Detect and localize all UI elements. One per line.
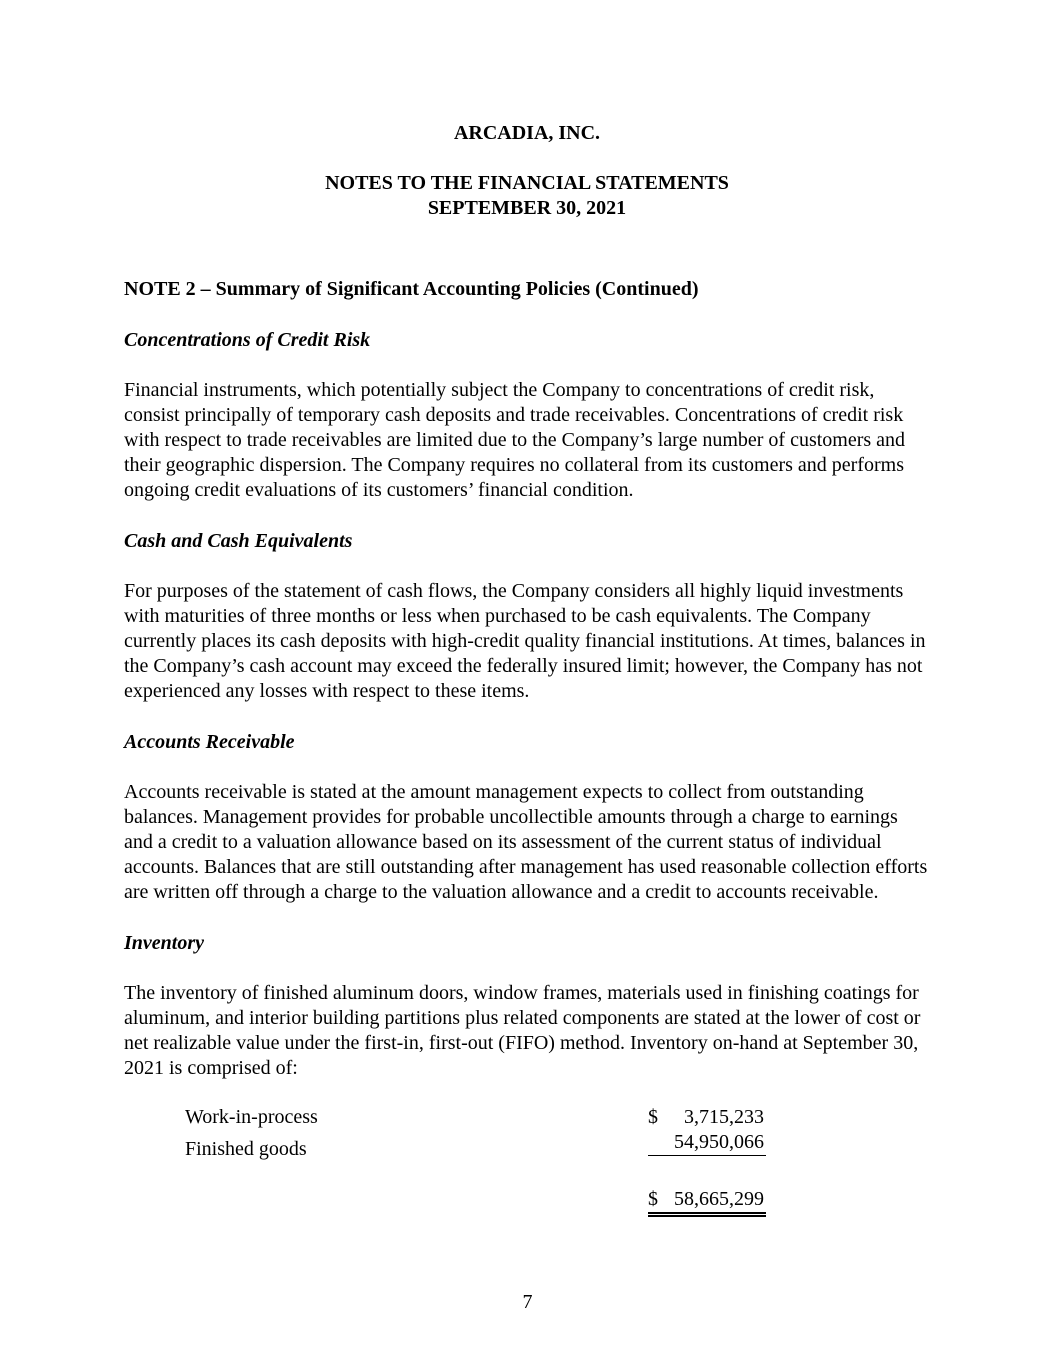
note-heading: NOTE 2 – Summary of Significant Accounting Policies (Continued) [124,278,699,300]
page-number: 7 [522,1291,533,1313]
amount-value: 58,665,299 [674,1188,764,1210]
section-body-credit-risk: Financial instruments, which potentially subject the Company to concentrations of credit risk, consist principally of temporary cash deposits and trade receivables. Concentrations of credit risk with respect to trade receivables are limited due to the Company’s large number of customers and their geographic dispersion. The Company requires no collateral from its customers and performs ongoing credit evaluations of its customers’ financial condition. [124,379,906,501]
section-heading-inventory: Inventory [124,932,204,954]
section-credit-risk [124,328,930,503]
section-accounts-receivable [124,730,930,905]
row-label: Work-in-process [185,1106,318,1128]
document-date: SEPTEMBER 30, 2021 [427,197,627,219]
company-name: ARCADIA, INC. [453,122,601,144]
table-row-finished-goods [124,1130,930,1162]
inventory-table [124,1105,930,1217]
table-row-work-in-process [124,1105,930,1130]
amount-value: 54,950,066 [674,1131,764,1153]
section-inventory [124,931,930,1081]
document-title: NOTES TO THE FINANCIAL STATEMENTS [325,172,729,194]
row-amount [648,1105,766,1130]
currency-symbol: $ [648,1188,658,1210]
row-amount [648,1130,766,1156]
section-heading-accounts-receivable: Accounts Receivable [124,731,295,753]
section-body-accounts-receivable: Accounts receivable is stated at the amount management expects to collect from outstanding balances. Management provides for probable uncollectible amounts through a charge to earnings and a credit to a valuation allowance based on its assessment of the current status of individual accounts. Balances that are still outstanding after management has used reasonable collection efforts are written off through a charge to the valuation allowance and a credit to accounts receivable. [124,781,928,903]
table-row-total [124,1187,930,1217]
section-body-inventory: The inventory of finished aluminum doors, window frames, materials used in finishing coatings for aluminum, and interior building partitions plus related components are stated at the lower of cost or net realizable value under the first-in, first-out (FIFO) method. Inventory on-hand at September 30, 2021 is comprised of: [124,982,921,1079]
document-header [124,121,930,146]
row-label: Finished goods [185,1138,307,1160]
amount-value: 3,715,233 [684,1106,764,1128]
document-title-block [124,171,930,221]
section-heading-cash-equivalents: Cash and Cash Equivalents [124,530,353,552]
section-body-cash-equivalents: For purposes of the statement of cash flows, the Company considers all highly liquid investments with maturities of three months or less when purchased to be cash equivalents. The Company currently places its cash deposits with high-credit quality financial institutions. At times, balances in the Company’s cash account may exceed the federally insured limit; however, the Company has not experienced any losses with respect to these items. [124,580,926,702]
currency-symbol: $ [648,1106,658,1128]
section-cash-equivalents [124,529,930,704]
section-heading-credit-risk: Concentrations of Credit Risk [124,329,371,351]
total-amount [648,1187,766,1217]
